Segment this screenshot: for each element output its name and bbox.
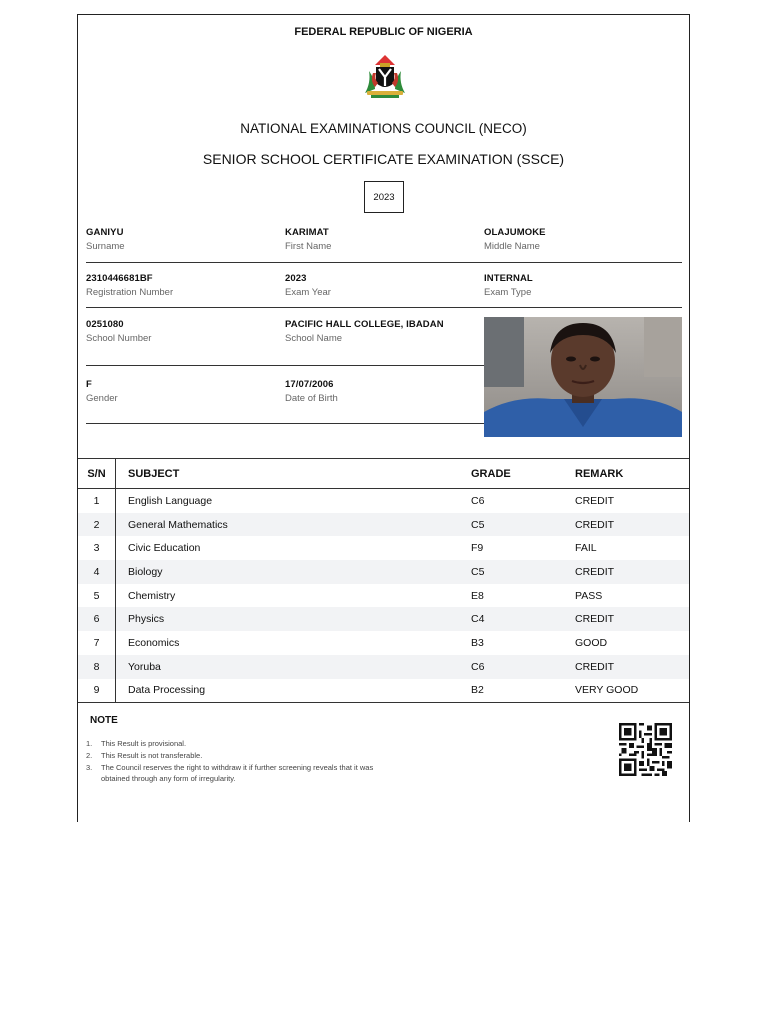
first-name-field bbox=[285, 227, 331, 252]
row-remark: CREDIT bbox=[575, 494, 615, 507]
school-name-label: School Name bbox=[285, 333, 343, 344]
divider bbox=[86, 262, 682, 263]
surname-label: Surname bbox=[86, 241, 125, 252]
result-document bbox=[77, 14, 690, 822]
table-row bbox=[78, 679, 689, 703]
note-number: 2. bbox=[86, 750, 93, 760]
exam-type-field bbox=[484, 273, 533, 298]
first-name-value: KARIMAT bbox=[285, 227, 329, 238]
note-number: 1. bbox=[86, 739, 93, 748]
row-grade: E8 bbox=[471, 589, 484, 602]
row-subject: Biology bbox=[116, 560, 460, 584]
row-grade: B3 bbox=[471, 636, 484, 649]
note-text: The Council reserves the right to withdraw it if further screening reveals that it was obtained through any form of irregularity. bbox=[101, 762, 374, 784]
row-grade: C6 bbox=[471, 494, 485, 507]
date-of-birth-value: 17/07/2006 bbox=[285, 379, 334, 390]
row-sn: 9 bbox=[78, 679, 116, 703]
date-of-birth-label: Date of Birth bbox=[285, 393, 338, 404]
gender-field bbox=[86, 379, 118, 404]
table-row bbox=[78, 513, 689, 537]
row-sn: 2 bbox=[78, 513, 116, 537]
row-grade: C6 bbox=[459, 655, 563, 679]
table-row bbox=[78, 489, 689, 513]
school-number-value: 0251080 bbox=[86, 319, 124, 330]
exam-type-value: INTERNAL bbox=[484, 273, 533, 284]
row-grade: C4 bbox=[459, 607, 563, 631]
table-row bbox=[78, 607, 689, 631]
divider bbox=[86, 423, 484, 424]
row-subject: English Language bbox=[128, 494, 213, 507]
table-header-row bbox=[78, 459, 689, 489]
row-remark: FAIL bbox=[575, 542, 597, 555]
row-subject: General Mathematics bbox=[116, 513, 460, 537]
note-item bbox=[86, 738, 396, 750]
coat-of-arms-icon bbox=[361, 53, 409, 101]
divider bbox=[86, 365, 484, 366]
row-sn: 5 bbox=[78, 584, 116, 608]
note-text: This Result is not transferable. bbox=[101, 750, 203, 760]
first-name-label: First Name bbox=[285, 241, 332, 252]
row-remark: CREDIT bbox=[563, 560, 689, 584]
row-grade: C5 bbox=[459, 560, 563, 584]
row-subject: Economics bbox=[128, 636, 180, 649]
row-subject: Data Processing bbox=[116, 679, 460, 703]
row-remark: VERY GOOD bbox=[563, 679, 689, 703]
row-sn: 8 bbox=[78, 655, 116, 679]
row-remark: CREDIT bbox=[563, 513, 689, 537]
note-list bbox=[86, 738, 396, 785]
registration-number-label: Registration Number bbox=[86, 287, 174, 298]
country-title: FEDERAL REPUBLIC OF NIGERIA bbox=[294, 26, 473, 38]
row-sn: 4 bbox=[78, 560, 116, 584]
school-name-field bbox=[285, 319, 444, 344]
table-row bbox=[78, 584, 689, 608]
row-remark: PASS bbox=[575, 589, 603, 602]
note-text: This Result is provisional. bbox=[101, 739, 187, 748]
note-item bbox=[86, 762, 396, 786]
qr-code-icon bbox=[619, 723, 672, 776]
header-subject: SUBJECT bbox=[116, 459, 460, 489]
row-sn: 1 bbox=[78, 489, 116, 513]
exam-year-label: Exam Year bbox=[285, 287, 331, 298]
registration-number-field bbox=[86, 273, 173, 298]
divider bbox=[86, 307, 682, 308]
date-of-birth-field bbox=[285, 379, 338, 404]
gender-value: F bbox=[86, 379, 92, 390]
surname-value: GANIYU bbox=[86, 227, 124, 238]
school-name-value: PACIFIC HALL COLLEGE, IBADAN bbox=[285, 319, 444, 330]
row-sn: 3 bbox=[78, 536, 116, 560]
middle-name-value: OLAJUMOKE bbox=[484, 227, 546, 238]
results-table bbox=[78, 458, 689, 703]
row-subject: Yoruba bbox=[116, 655, 460, 679]
table-row bbox=[78, 655, 689, 679]
table-row bbox=[78, 560, 689, 584]
exam-year-box: 2023 bbox=[364, 181, 404, 213]
exam-type-label: Exam Type bbox=[484, 287, 532, 298]
table-row bbox=[78, 631, 689, 655]
council-title: NATIONAL EXAMINATIONS COUNCIL (NECO) bbox=[240, 121, 527, 136]
row-remark: CREDIT bbox=[563, 655, 689, 679]
school-number-label: School Number bbox=[86, 333, 152, 344]
registration-number-value: 2310446681BF bbox=[86, 273, 153, 284]
middle-name-field bbox=[484, 227, 546, 252]
table-row bbox=[78, 536, 689, 560]
note-title: NOTE bbox=[90, 715, 118, 726]
note-item bbox=[86, 750, 396, 762]
surname-field bbox=[86, 227, 125, 252]
row-grade: B2 bbox=[459, 679, 563, 703]
exam-title: SENIOR SCHOOL CERTIFICATE EXAMINATION (SSCE) bbox=[202, 151, 565, 167]
row-grade: C5 bbox=[459, 513, 563, 537]
exam-year-field bbox=[285, 273, 331, 298]
gender-label: Gender bbox=[86, 393, 118, 404]
row-sn: 6 bbox=[78, 607, 116, 631]
row-subject: Chemistry bbox=[128, 589, 176, 602]
row-subject: Civic Education bbox=[128, 542, 201, 555]
row-sn: 7 bbox=[78, 631, 116, 655]
school-number-field bbox=[86, 319, 151, 344]
header-remark: REMARK bbox=[563, 459, 689, 489]
row-remark: CREDIT bbox=[563, 607, 689, 631]
candidate-photo bbox=[484, 317, 682, 437]
row-subject: Physics bbox=[116, 607, 460, 631]
middle-name-label: Middle Name bbox=[484, 241, 540, 252]
row-grade: F9 bbox=[471, 542, 484, 555]
header-sn: S/N bbox=[78, 459, 116, 489]
header-grade: GRADE bbox=[459, 459, 563, 489]
row-remark: GOOD bbox=[575, 636, 608, 649]
note-number: 3. bbox=[86, 762, 93, 772]
exam-year-value: 2023 bbox=[285, 273, 307, 284]
